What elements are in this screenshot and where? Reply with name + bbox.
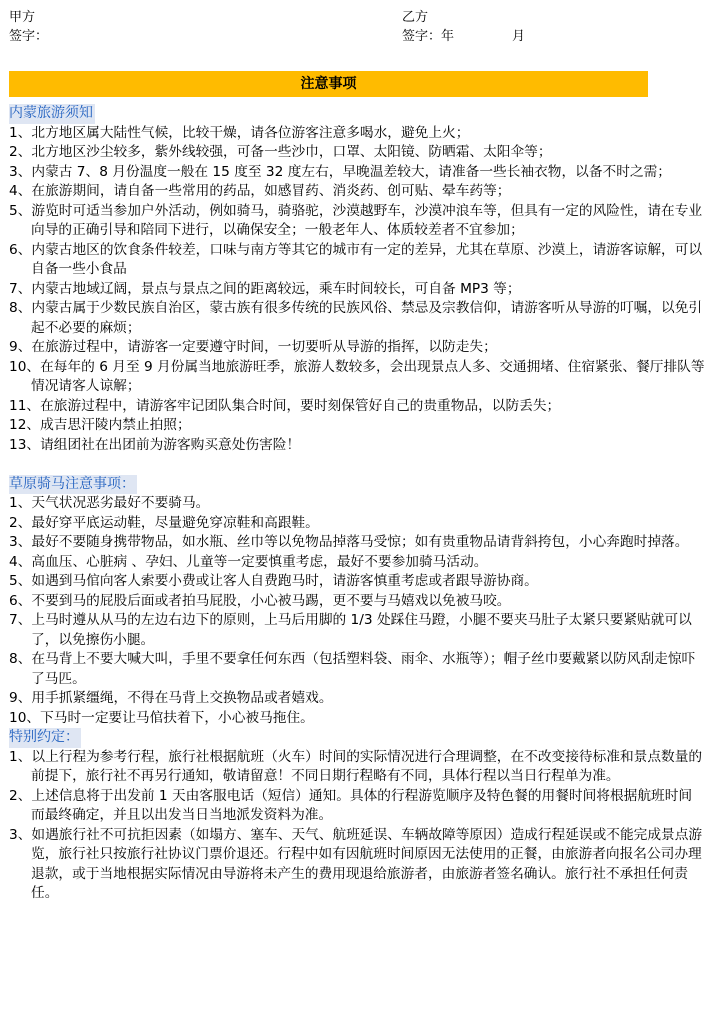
list-item: 4、高血压、心脏病 、孕妇、儿童等一定要慎重考虑，最好不要参加骑马活动。 — [9, 553, 488, 570]
party-a-label: 甲方 — [9, 10, 36, 25]
list-item: 8、内蒙古属于少数民族自治区，蒙古族有很多传统的民族风俗、禁忌及宗教信仰，请游客听从导游的叮嘱，以免引起不必要的麻烦； — [9, 300, 703, 336]
party-b-month: 月 — [512, 29, 526, 44]
list-item: 7、上马时遵从从马的左边右边下的原则，上马后用脚的 1/3 处踩住马蹬，小腿不要夹马肚子太紧只要紧贴就可以了，以免擦伤小腿。 — [9, 612, 692, 648]
item-list — [9, 124, 705, 456]
list-item: 5、如遇到马倌向客人索要小费或让客人自费跑马时，请游客慎重考虑或者跟导游协商。 — [9, 573, 538, 589]
item-list — [9, 748, 705, 904]
list-item: 10、在每年的 6 月至 9 月份属当地旅游旺季，旅游人数较多，会出现景点人多、交通拥堵、住宿紧张、餐厅排队等情况请客人谅解； — [9, 358, 705, 394]
list-item: 9、用手抓紧缰绳，不得在马背上交换物品或者嬉戏。 — [9, 690, 333, 706]
section-heading: 草原骑马注意事项： — [9, 475, 137, 495]
party-b-label: 乙方 — [402, 10, 429, 25]
party-b-block — [402, 8, 525, 46]
notice-banner — [9, 71, 648, 97]
list-item: 7、内蒙古地域辽阔，景点与景点之间的距离较远，乘车时间较长，可自备 MP3 等； — [9, 280, 521, 297]
list-item: 2、最好穿平底运动鞋，尽量避免穿凉鞋和高跟鞋。 — [9, 514, 319, 531]
list-item: 6、内蒙古地区的饮食条件较差，口味与南方等其它的城市有一定的差异，尤其在草原、沙漠上，请游客谅解，可以自备一些小食品 — [9, 241, 703, 277]
list-item: 2、上述信息将于出发前 1 天由客服电话（短信）通知。具体的行程游览顺序及特色餐的用餐时间将根据航班时间而最终确定，并且以出发当日当地派发资料为准。 — [9, 787, 693, 823]
list-item: 1、天气状况恶劣最好不要骑马。 — [9, 495, 210, 511]
list-item: 3、内蒙古 7、8 月份温度一般在 15 度至 32 度左右，早晚温差较大，请准备一些长袖衣物，以备不时之需； — [9, 163, 671, 180]
party-b-signature: 签字：年 — [402, 29, 455, 44]
spacer — [9, 455, 705, 475]
list-item: 12、成吉思汗陵内禁止拍照； — [9, 417, 191, 433]
item-list — [9, 494, 705, 728]
list-item: 3、最好不要随身携带物品，如水瓶、丝巾等以免物品掉落马受惊；如有贵重物品请背斜挎包，小心奔跑时掉落。 — [9, 534, 689, 550]
party-a-block — [9, 8, 48, 46]
section-heading: 内蒙旅游须知 — [9, 104, 95, 124]
list-item: 6、不要到马的屁股后面或者拍马屁股，小心被马踢，更不要与马嬉戏以免被马咬。 — [9, 592, 511, 609]
list-item: 13、请组团社在出团前为游客购买意处伤害险！ — [9, 436, 301, 453]
list-item: 1、以上行程为参考行程，旅行社根据航班（火车）时间的实际情况进行合理调整，在不改变接待标准和景点数量的前提下，旅行社不再另行通知，敬请留意！不同日期行程略有不同，具体行程以当日行程单为准。 — [9, 748, 703, 784]
list-item: 8、在马背上不要大喊大叫，手里不要拿任何东西（包括塑料袋、雨伞、水瓶等）；帽子丝巾要戴紧以防风刮走惊吓了马匹。 — [9, 651, 696, 687]
banner-title: 注意事项 — [300, 76, 357, 92]
list-item: 1、北方地区属大陆性气候，比较干燥，请各位游客注意多喝水，避免上火； — [9, 124, 470, 141]
list-item: 11、在旅游过程中，请游客牢记团队集合时间，要时刻保管好自己的贵重物品，以防丢失； — [9, 397, 561, 414]
list-item: 4、在旅游期间，请自备一些常用的药品，如感冒药、消炎药、创可贴、晕车药等； — [9, 183, 511, 199]
section-horse-riding — [9, 475, 705, 729]
list-item: 3、如遇旅行社不可抗拒因素（如塌方、塞车、天气、航班延误、车辆故障等原因）造成行程延误或不能完成景点游览，旅行社只按旅行社协议门票价退还。行程中如有因航班时间原因无法使用的正餐，由旅游者向报名公司办理退款，或于当地根据实际情况由导游将未产生的费用现退给旅游者，由旅游者签名确认。旅行社不承担任何责任。 — [9, 826, 703, 901]
list-item: 2、北方地区沙尘较多，紫外线较强，可备一些沙巾，口罩、太阳镜、防晒霜、太阳伞等； — [9, 144, 552, 160]
section-inner-mongolia — [9, 104, 705, 455]
party-a-signature: 签字： — [9, 29, 49, 44]
section-heading: 特别约定： — [9, 728, 81, 748]
content — [9, 104, 705, 904]
list-item: 9、在旅游过程中，请游客一定要遵守时间，一切要听从导游的指挥，以防走失； — [9, 339, 497, 355]
list-item: 5、游览时可适当参加户外活动，例如骑马，骑骆驼，沙漠越野车，沙漠冲浪车等，但具有一定的风险性，请在专业向导的正确引导和陪同下进行，以确保安全；一般老年人、体质较差者不宜参加； — [9, 202, 703, 238]
section-special-terms — [9, 728, 705, 904]
party-b-signature-line — [402, 27, 525, 46]
list-item: 10、下马时一定要让马倌扶着下，小心被马拖住。 — [9, 709, 314, 726]
